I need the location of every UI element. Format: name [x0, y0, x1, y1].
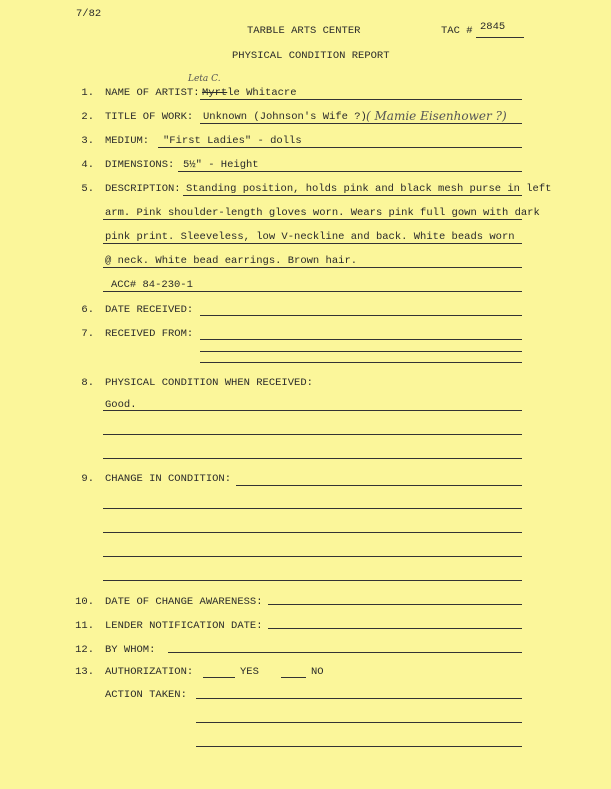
change-awareness-line	[268, 604, 522, 605]
field-12-label: BY WHOM:	[105, 644, 156, 656]
field-5-number: 5.	[81, 183, 94, 195]
field-13-label: AUTHORIZATION:	[105, 666, 194, 678]
field-2-line	[200, 123, 522, 124]
field-3-label: MEDIUM:	[105, 135, 150, 147]
description-underline-4	[103, 267, 522, 268]
form-date: 7/82	[76, 8, 102, 20]
authorization-no-label: NO	[311, 666, 324, 678]
field-12-number: 12.	[75, 644, 94, 656]
change-line-5	[103, 580, 522, 581]
artist-handwritten-name: Leta C.	[188, 74, 221, 84]
title-of-work-value: Unknown (Johnson's Wife ?)	[203, 111, 367, 123]
lender-notification-line	[268, 628, 522, 629]
action-taken-line-3	[196, 746, 522, 747]
artist-name-rest: le Whitacre	[227, 87, 297, 99]
field-1-line	[200, 99, 522, 100]
change-line-2	[103, 508, 522, 509]
change-line-1	[236, 485, 522, 486]
by-whom-line	[168, 652, 522, 653]
condition-received-value: Good.	[105, 399, 137, 411]
description-line-2: arm. Pink shoulder-length gloves worn. Wears pink full gown with dark	[105, 207, 540, 219]
field-3-number: 3.	[81, 135, 94, 147]
change-line-4	[103, 556, 522, 557]
field-10-number: 10.	[75, 596, 94, 608]
received-from-line-1	[200, 339, 522, 340]
field-10-label: DATE OF CHANGE AWARENESS:	[105, 596, 263, 608]
action-taken-line-2	[196, 722, 522, 723]
field-6-number: 6.	[81, 304, 94, 316]
field-6-label: DATE RECEIVED:	[105, 304, 194, 316]
field-3-line	[158, 147, 522, 148]
description-underline-2	[103, 219, 522, 220]
accession-number: ACC# 84-230-1	[111, 279, 193, 291]
description-line-1: Standing position, holds pink and black mesh purse in left	[186, 183, 552, 195]
field-2-label: TITLE OF WORK:	[105, 111, 194, 123]
field-1-number: 1.	[81, 87, 94, 99]
field-9-label: CHANGE IN CONDITION:	[105, 473, 232, 485]
title-handwritten-note: ( Mamie Eisenhower ?)	[366, 109, 507, 123]
authorization-no-line	[281, 677, 306, 678]
field-2-number: 2.	[81, 111, 94, 123]
field-4-label: DIMENSIONS:	[105, 159, 175, 171]
medium-value: "First Ladies" - dolls	[163, 135, 302, 147]
change-line-3	[103, 532, 522, 533]
action-taken-line-1	[196, 698, 522, 699]
date-received-line	[200, 315, 522, 316]
field-11-number: 11.	[75, 620, 94, 632]
field-1-label: NAME OF ARTIST:	[105, 87, 200, 99]
received-from-line-2	[200, 351, 522, 352]
field-7-label: RECEIVED FROM:	[105, 328, 194, 340]
field-9-number: 9.	[81, 473, 94, 485]
authorization-yes-line	[203, 677, 235, 678]
received-from-line-3	[200, 362, 522, 363]
artist-name-strikeout: Myrt	[202, 87, 228, 99]
authorization-yes-label: YES	[240, 666, 259, 678]
description-underline-5	[103, 291, 522, 292]
report-title: PHYSICAL CONDITION REPORT	[232, 50, 390, 62]
tac-label: TAC #	[441, 25, 473, 37]
tac-number: 2845	[480, 21, 506, 33]
center-name: TARBLE ARTS CENTER	[247, 25, 361, 37]
field-5-label: DESCRIPTION:	[105, 183, 181, 195]
field-7-number: 7.	[81, 328, 94, 340]
description-line-3: pink print. Sleeveless, low V-neckline and back. White beads worn	[105, 231, 515, 243]
field-13-number: 13.	[75, 666, 94, 678]
condition-line-2	[103, 434, 522, 435]
condition-line-1	[103, 410, 522, 411]
field-8-label: PHYSICAL CONDITION WHEN RECEIVED:	[105, 377, 313, 389]
condition-line-3	[103, 458, 522, 459]
description-underline-1	[183, 195, 522, 196]
tac-underline	[476, 37, 524, 38]
field-8-number: 8.	[81, 377, 94, 389]
description-line-4: @ neck. White bead earrings. Brown hair.	[105, 255, 358, 267]
field-11-label: LENDER NOTIFICATION DATE:	[105, 620, 263, 632]
field-4-line	[178, 171, 522, 172]
action-taken-label: ACTION TAKEN:	[105, 689, 187, 701]
dimensions-value: 5½" - Height	[183, 159, 259, 171]
description-underline-3	[103, 243, 522, 244]
artist-name-value	[202, 87, 297, 99]
field-4-number: 4.	[81, 159, 94, 171]
